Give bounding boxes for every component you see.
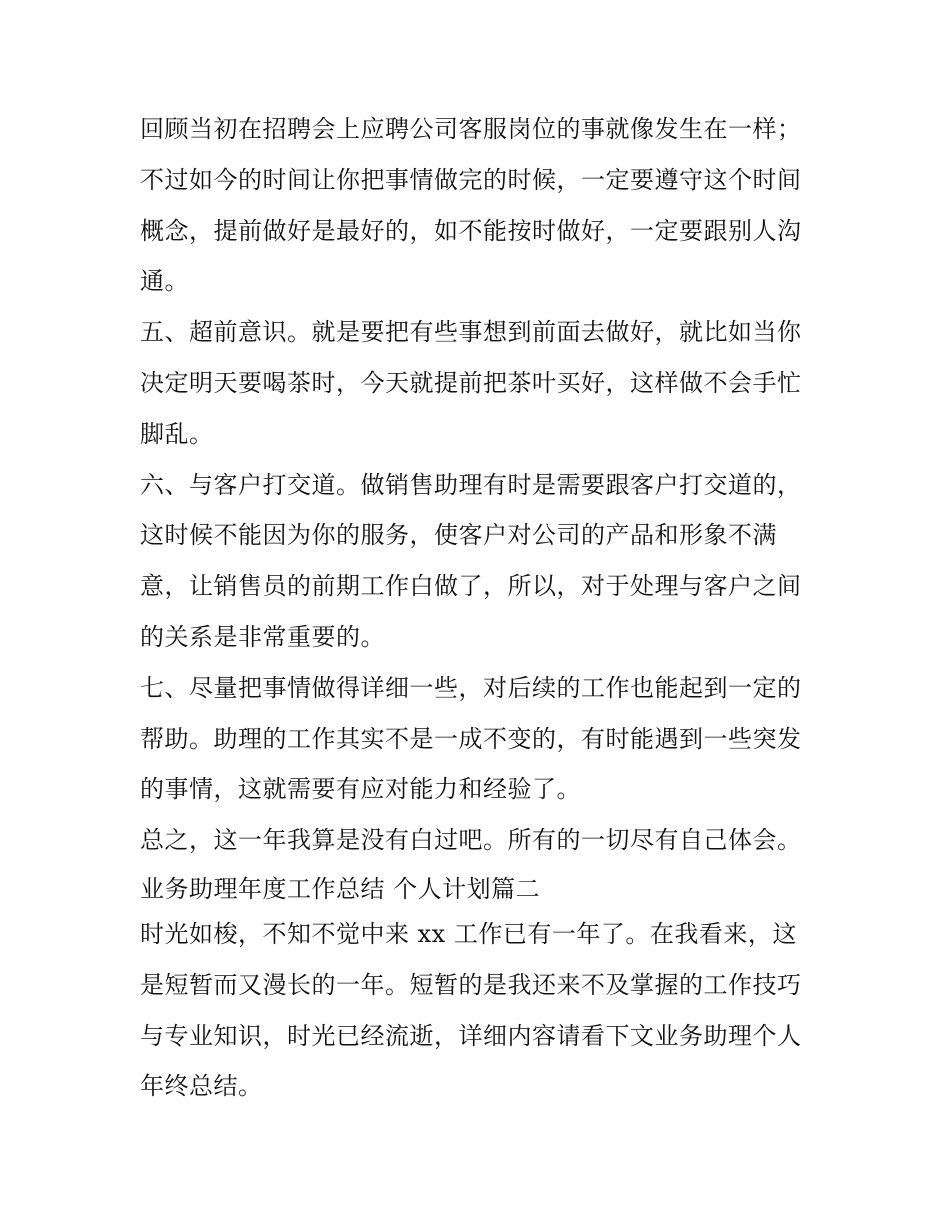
text-line: 不过如今的时间让你把事情做完的时候，一定要遵守这个时间: [140, 165, 802, 194]
text-line: 通。: [140, 267, 189, 296]
text-line: 回顾当初在招聘会上应聘公司客服岗位的事就像发生在一样；: [140, 115, 802, 143]
text-line: 六、与客户打交道。做销售助理有时是需要跟客户打交道的，: [140, 470, 802, 499]
text-line: 概念，提前做好是最好的，如不能按时做好，一定要跟别人沟: [140, 216, 802, 245]
text-line: 是短暂而又漫长的一年。短暂的是我还来不及掌握的工作技巧: [140, 970, 802, 999]
text-line: 与专业知识，时光已经流逝，详细内容请看下文业务助理个人: [140, 1021, 802, 1050]
text-line: 的关系是非常重要的。: [140, 622, 385, 651]
text-line: 这时候不能因为你的服务，使客户对公司的产品和形象不满: [140, 521, 777, 550]
text-line: 意，让销售员的前期工作白做了，所以，对于处理与客户之间: [140, 572, 802, 601]
text-line: 年终总结。: [140, 1072, 263, 1101]
text-line: 五、超前意识。就是要把有些事想到前面去做好，就比如当你: [140, 318, 802, 347]
text-line: 的事情，这就需要有应对能力和经验了。: [140, 775, 581, 804]
text-line: 决定明天要喝茶时，今天就提前把茶叶买好，这样做不会手忙: [140, 368, 802, 397]
text-line: 七、尽量把事情做得详细一些，对后续的工作也能起到一定的: [140, 673, 802, 702]
text-line: 时光如梭，不知不觉中来 xx 工作已有一年了。在我看来，这: [140, 919, 797, 948]
text-line: 总之，这一年我算是没有白过吧。所有的一切尽有自己体会。: [140, 826, 802, 855]
document-body: [140, 107, 820, 1115]
text-line: 脚乱。: [140, 419, 214, 448]
section-heading: 业务助理年度工作总结 个人计划篇二: [140, 874, 541, 903]
text-line: 帮助。助理的工作其实不是一成不变的，有时能遇到一些突发: [140, 724, 802, 753]
